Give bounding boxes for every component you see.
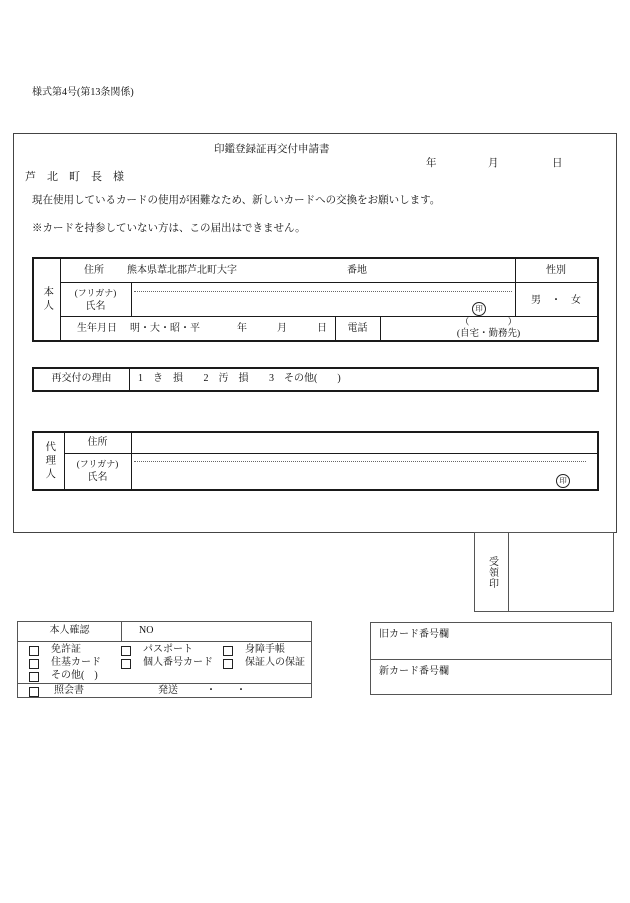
checkbox-passport-icon — [121, 646, 131, 656]
applicant-name-divider — [131, 282, 132, 316]
date-day-label: 日 — [552, 158, 563, 169]
identity-header-divider — [18, 641, 311, 642]
option-disability: 身障手帳 — [245, 644, 285, 655]
applicant-phone-blank: （ ） — [459, 318, 517, 328]
reason-option-1: 1 き 損 — [138, 373, 183, 384]
option-other: その他( ) — [51, 670, 98, 681]
receipt-stamp-label-cell — [475, 533, 508, 611]
option-jukicard: 住基カード — [51, 657, 101, 668]
checkbox-inquiry-icon — [29, 687, 39, 697]
agent-furigana-label: (フリガナ) — [76, 459, 119, 469]
identity-check-table — [17, 621, 312, 698]
checkbox-disability-icon — [223, 646, 233, 656]
agent-name-writing-line — [134, 461, 586, 462]
applicant-group-divider — [60, 259, 61, 340]
form-code: 様式第4号(第13条関係) — [32, 87, 134, 98]
option-passport: パスポート — [143, 644, 193, 655]
new-card-number-label: 新カード番号欄 — [379, 666, 449, 677]
option-license: 免許証 — [51, 644, 81, 655]
agent-group-cell — [34, 433, 64, 489]
applicant-group-label: 本人 — [42, 286, 54, 313]
checkbox-mynumber-icon — [121, 659, 131, 669]
applicant-address-prefill: 熊本県葦北郡芦北町大字 — [127, 265, 237, 276]
agent-group-label: 代理人 — [44, 440, 56, 482]
applicant-gender-options: 男 ・ 女 — [531, 295, 581, 306]
date-month-label: 月 — [488, 158, 499, 169]
addressee: 芦 北 町 長 様 — [25, 171, 124, 183]
dispatch-dot-2: ・ — [236, 685, 246, 696]
applicant-seal-mark-icon: 印 — [472, 302, 486, 316]
applicant-phone-note: (自宅・勤務先) — [456, 329, 521, 339]
applicant-address-label: 住所 — [84, 265, 104, 276]
applicant-era-options: 明・大・昭・平 — [130, 323, 200, 334]
reason-table — [32, 367, 599, 392]
applicant-table — [32, 257, 599, 342]
checkbox-guarantor-icon — [223, 659, 233, 669]
option-mynumber: 個人番号カード — [143, 657, 213, 668]
applicant-row1-divider — [60, 282, 597, 283]
applicant-group-cell — [34, 259, 60, 340]
card-number-table — [370, 622, 612, 695]
main-form-frame — [13, 133, 617, 533]
agent-name-label: 氏名 — [87, 472, 108, 483]
identity-footer-divider — [18, 683, 311, 684]
request-text: 現在使用しているカードの使用が困難なため、新しいカードへの交換をお願いします。 — [32, 195, 441, 206]
applicant-furigana-label: (フリガナ) — [74, 288, 117, 298]
applicant-birthdate-label: 生年月日 — [77, 323, 117, 334]
applicant-birth-month-label: 月 — [277, 323, 287, 334]
reason-option-3: 3 その他( ) — [269, 373, 341, 384]
applicant-name-label: 氏名 — [85, 301, 106, 312]
applicant-banchi-label: 番地 — [347, 265, 367, 276]
reason-label: 再交付の理由 — [51, 373, 112, 384]
form-title: 印鑑登録証再交付申請書 — [214, 144, 330, 155]
applicant-gender-header: 性別 — [546, 265, 566, 276]
identity-header-label: 本人確認 — [49, 625, 90, 636]
dispatch-label: 発送 — [158, 685, 178, 696]
reason-label-divider — [129, 369, 130, 390]
option-guarantor: 保証人の保証 — [245, 657, 305, 668]
reason-options — [138, 373, 341, 385]
applicant-phone-label: 電話 — [347, 323, 368, 334]
agent-row-divider — [64, 453, 597, 454]
reason-option-2: 2 汚 損 — [203, 373, 249, 384]
applicant-name-writing-line — [134, 291, 512, 292]
checkbox-license-icon — [29, 646, 39, 656]
agent-table — [32, 431, 599, 491]
agent-address-label: 住所 — [87, 437, 108, 448]
date-year-label: 年 — [426, 158, 437, 169]
receipt-stamp-blank-cell — [509, 533, 612, 611]
note-text: ※カードを持参していない方は、この届出はできません。 — [32, 223, 306, 234]
receipt-stamp-label: 受領印 — [486, 555, 498, 589]
applicant-birth-year-label: 年 — [237, 323, 247, 334]
identity-no-label: NO — [139, 625, 154, 636]
checkbox-jukicard-icon — [29, 659, 39, 669]
agent-seal-mark-icon: 印 — [556, 474, 570, 488]
applicant-birth-day-label: 日 — [317, 323, 327, 334]
identity-no-divider — [121, 622, 122, 641]
old-card-number-label: 旧カード番号欄 — [379, 629, 449, 640]
agent-name-divider — [131, 433, 132, 489]
checkbox-other-icon — [29, 672, 39, 682]
inquiry-label: 照会書 — [54, 685, 84, 696]
dispatch-dot-1: ・ — [206, 685, 216, 696]
receipt-stamp-box — [474, 532, 614, 612]
card-number-divider — [371, 659, 611, 660]
